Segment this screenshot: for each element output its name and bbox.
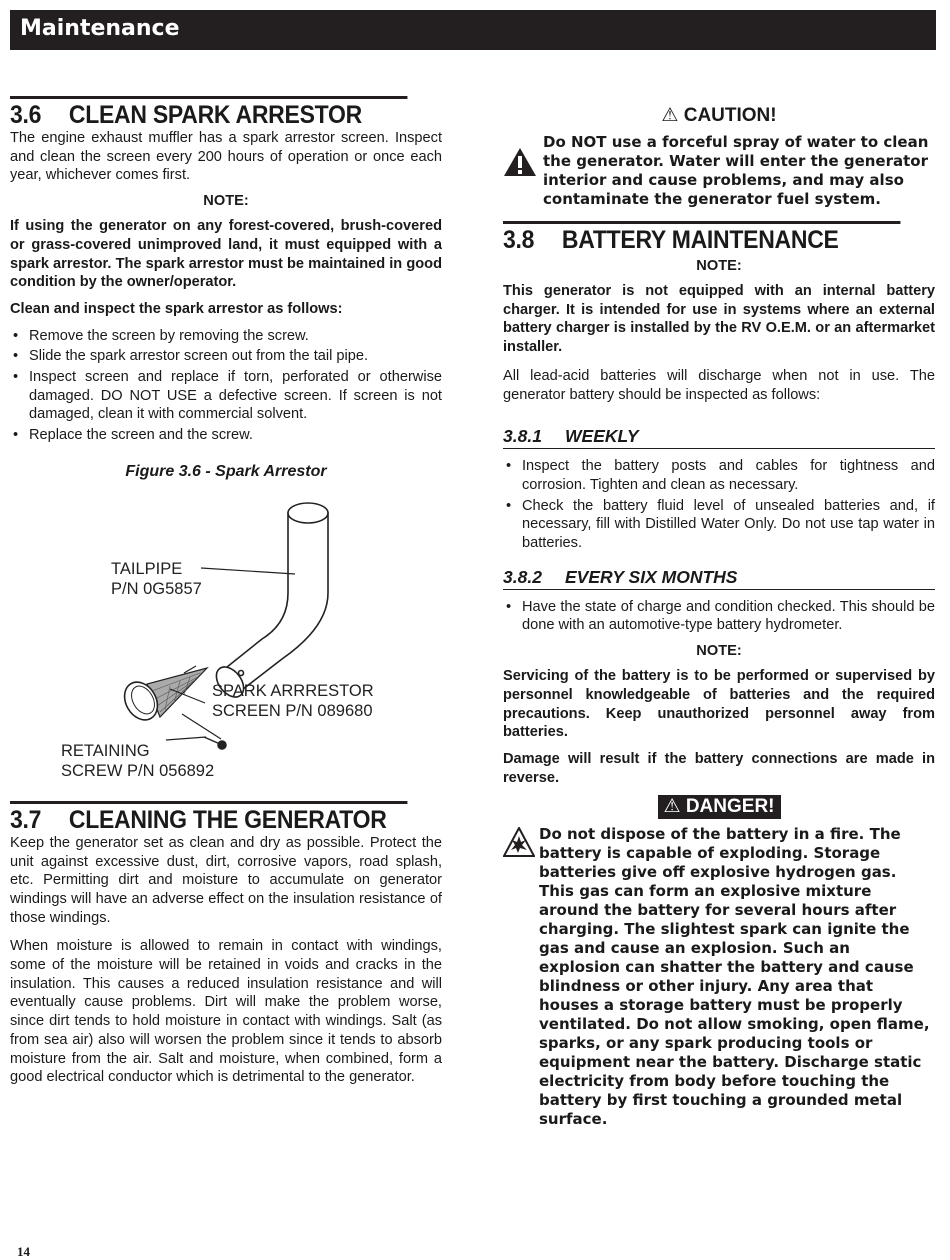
list-item: • Remove the screen by removing the screw. — [10, 327, 442, 346]
list-item: • Inspect the battery posts and cables for tightness and corrosion. Tighten and clean as necessary. — [503, 457, 935, 494]
figure-caption: Figure 3.6 - Spark Arrestor — [125, 462, 327, 480]
spark-arrestor-diagram — [10, 481, 442, 801]
spark-arrestor-intro: The engine exhaust muffler has a spark arrestor screen. Inspect and clean the screen every 200 hours of operation or once each year, whichever comes first. — [10, 130, 442, 184]
steps-title: Clean and inspect the spark arrestor as follows: — [10, 300, 343, 317]
tailpipe-body — [222, 513, 328, 693]
screw-label: RETAINING SCREW P/N 056892 — [61, 741, 215, 780]
section-3-6-heading — [10, 96, 407, 129]
section-3-8-heading — [503, 221, 900, 254]
caution-label: CAUTION! — [683, 105, 777, 126]
servicing-note: Servicing of the battery is to be performed or supervised by personnel knowledgeable of batteries and the required precautions. Keep unauthorized personnel away from batteries. — [503, 668, 935, 741]
section-header-bar — [10, 10, 936, 50]
subsection-six-months-heading: 3.8.2 EVERY SIX MONTHS — [503, 567, 935, 590]
note-label: NOTE: — [696, 643, 742, 660]
tailpipe-label: TAILPIPE P/N 0G5857 — [111, 559, 202, 598]
list-item: • Inspect screen and replace if torn, perforated or otherwise damaged. DO NOT USE a defective screen. If screen is not damaged, clean it with commercial solvent. — [10, 368, 442, 424]
battery-intro: All lead-acid batteries will discharge when not in use. The generator battery should be inspected as follows: — [503, 367, 935, 403]
danger-heading — [503, 795, 935, 819]
section-number: 3.6 — [10, 101, 42, 129]
cleaning-paragraph-1: Keep the generator set as clean and dry as possible. Protect the unit against excessive dust, dirt, corrosive vapors, road splash, etc. Permitting dirt and moisture to accumulate on generator windings will have an adverse effect on the insulation resistance of those windings. — [10, 834, 442, 926]
caution-block — [503, 133, 935, 209]
six-months-list — [503, 598, 935, 635]
section-title: BATTERY MAINTENANCE — [561, 226, 839, 254]
section-title: CLEANING THE GENERATOR — [68, 805, 387, 834]
danger-label: DANGER! — [685, 796, 775, 818]
right-column — [503, 104, 935, 1129]
subsection-weekly-heading: 3.8.1 WEEKLY — [503, 426, 935, 449]
caution-exclamation-icon — [503, 147, 537, 177]
cleaning-paragraph-2: When moisture is allowed to remain in contact with windings, some of the moisture will be retained in voids and cracks in the insulation. This causes a reduced insulation resistance and will eventually cause problems. Dirt will make the problem worse, since dirt tends to hold moisture in contact with windings. Salt (as from sea air) also will worsen the problem since it tends to absorb moisture from the air. Salt and moisture, when combined, form a good electrical conductor which is detrimental to the generator. — [10, 938, 442, 1086]
danger-badge — [658, 795, 781, 819]
screen-label: SPARK ARRRESTOR SCREEN P/N 089680 — [212, 681, 374, 720]
warning-triangle-icon: ⚠ — [663, 796, 681, 818]
arrestor-screen — [118, 668, 207, 726]
tailpipe-top-opening — [288, 503, 328, 523]
section-header-title: Maintenance — [20, 16, 180, 41]
list-item: • Check the battery fluid level of unsealed batteries and, if necessary, fill with Distilled Water Only. Do not use tap water in batteries. — [503, 497, 935, 553]
warning-triangle-icon: ⚠ — [661, 105, 679, 126]
note-label: NOTE: — [203, 193, 249, 210]
list-item: • Replace the screen and the screw. — [10, 426, 442, 445]
explosion-hazard-icon — [503, 827, 535, 857]
caution-text: Do NOT use a forceful spray of water to clean the generator. Water will enter the generator interior and cause problems, and may also contaminate the generator fuel system. — [543, 133, 929, 208]
danger-text: Do not dispose of the battery in a fire. The battery is capable of exploding. Storage batteries give off explosive hydrogen gas. This gas can form an explosive mixture around the battery for several hours after charging. The slightest spark can ignite the gas and cause an explosion. Such an explosion can shatter the battery and cause blindness or other injury. Any area that houses a storage battery must be properly ventilated. Do not allow smoking, open flame, sparks, or any spark producing tools or equipment near the battery. Discharge static electricity from body before touching the battery by first touching a grounded metal surface. — [539, 825, 930, 1129]
steps-list — [10, 327, 442, 445]
section-number: 3.8 — [503, 226, 535, 254]
charger-note: This generator is not equipped with an internal battery charger. It is intended for use in systems where an external battery charger is installed by the RV O.E.M. or an aftermarket installer. — [503, 283, 935, 356]
section-3-7-heading — [10, 801, 407, 834]
list-item: • Slide the spark arrestor screen out from the tail pipe. — [10, 347, 442, 366]
page-number: 14 — [17, 1244, 30, 1259]
weekly-list — [503, 457, 935, 553]
left-column — [10, 96, 442, 1087]
spark-arrestor-note: If using the generator on any forest-covered, brush-covered or grass-covered unimproved land, it must equipped with a spark arrestor. The spark arrestor must be maintained in good condition by the owner/operator. — [10, 218, 442, 291]
screw-hole — [239, 670, 244, 675]
section-title: CLEAN SPARK ARRESTOR — [68, 101, 362, 129]
danger-block — [503, 825, 935, 1129]
note-label: NOTE: — [696, 258, 742, 274]
list-item: • Have the state of charge and condition checked. This should be done with an automotive-type battery hydrometer. — [503, 598, 935, 635]
section-number: 3.7 — [10, 805, 42, 834]
reverse-connection-note: Damage will result if the battery connections are made in reverse. — [503, 750, 935, 786]
caution-heading — [503, 104, 935, 127]
